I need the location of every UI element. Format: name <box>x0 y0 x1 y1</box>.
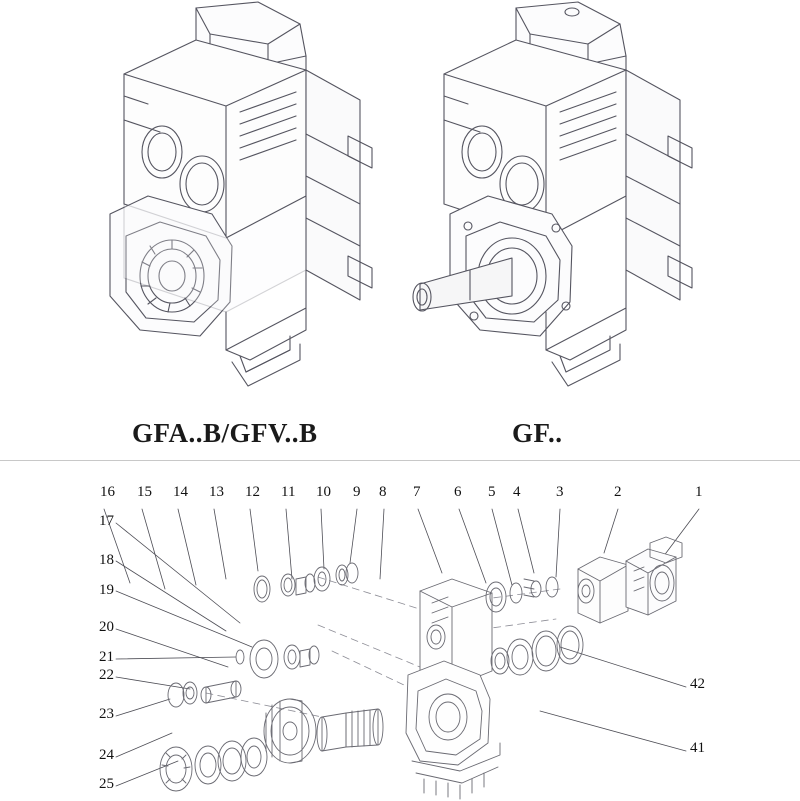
callout-23: 23 <box>99 706 114 722</box>
callout-42: 42 <box>690 676 705 692</box>
bearing-stack-lower-left <box>160 738 267 791</box>
callout-22: 22 <box>99 667 114 683</box>
callout-17: 17 <box>99 513 114 529</box>
callout-15: 15 <box>137 484 152 500</box>
seal-ring-stack-right <box>486 577 583 675</box>
callout-7: 7 <box>413 484 421 500</box>
callout-11: 11 <box>281 484 296 500</box>
callout-1: 1 <box>695 484 703 500</box>
ring-parts-mid-row <box>168 640 319 707</box>
callout-24: 24 <box>99 747 114 763</box>
exploded-parts-drawing <box>0 461 800 801</box>
right-figure-caption: GF.. <box>512 418 563 448</box>
motor-adapter-assembly <box>578 537 682 623</box>
callout-8: 8 <box>379 484 387 500</box>
callout-25: 25 <box>99 776 114 792</box>
callout-6: 6 <box>454 484 462 500</box>
callout-14: 14 <box>173 484 188 500</box>
callout-4: 4 <box>513 484 521 500</box>
callout-10: 10 <box>316 484 331 500</box>
callout-20: 20 <box>99 619 114 635</box>
exploded-view-section <box>0 460 800 801</box>
left-gear-unit-body <box>110 2 372 386</box>
exploded-housing <box>406 579 500 799</box>
callout-21: 21 <box>99 649 114 665</box>
callout-19: 19 <box>99 582 114 598</box>
callout-2: 2 <box>614 484 622 500</box>
callout-41: 41 <box>690 740 705 756</box>
callout-9: 9 <box>353 484 361 500</box>
left-figure-caption: GFA..B/GFV..B <box>132 418 318 448</box>
callout-3: 3 <box>556 484 564 500</box>
large-gear-wheel <box>264 699 316 763</box>
callout-5: 5 <box>488 484 496 500</box>
pinion-shaft <box>317 709 383 751</box>
callout-16: 16 <box>100 484 115 500</box>
callout-12: 12 <box>245 484 260 500</box>
ring-parts-upper-row <box>254 563 358 602</box>
callout-13: 13 <box>209 484 224 500</box>
right-gear-unit-body <box>413 2 692 386</box>
callout-18: 18 <box>99 552 114 568</box>
